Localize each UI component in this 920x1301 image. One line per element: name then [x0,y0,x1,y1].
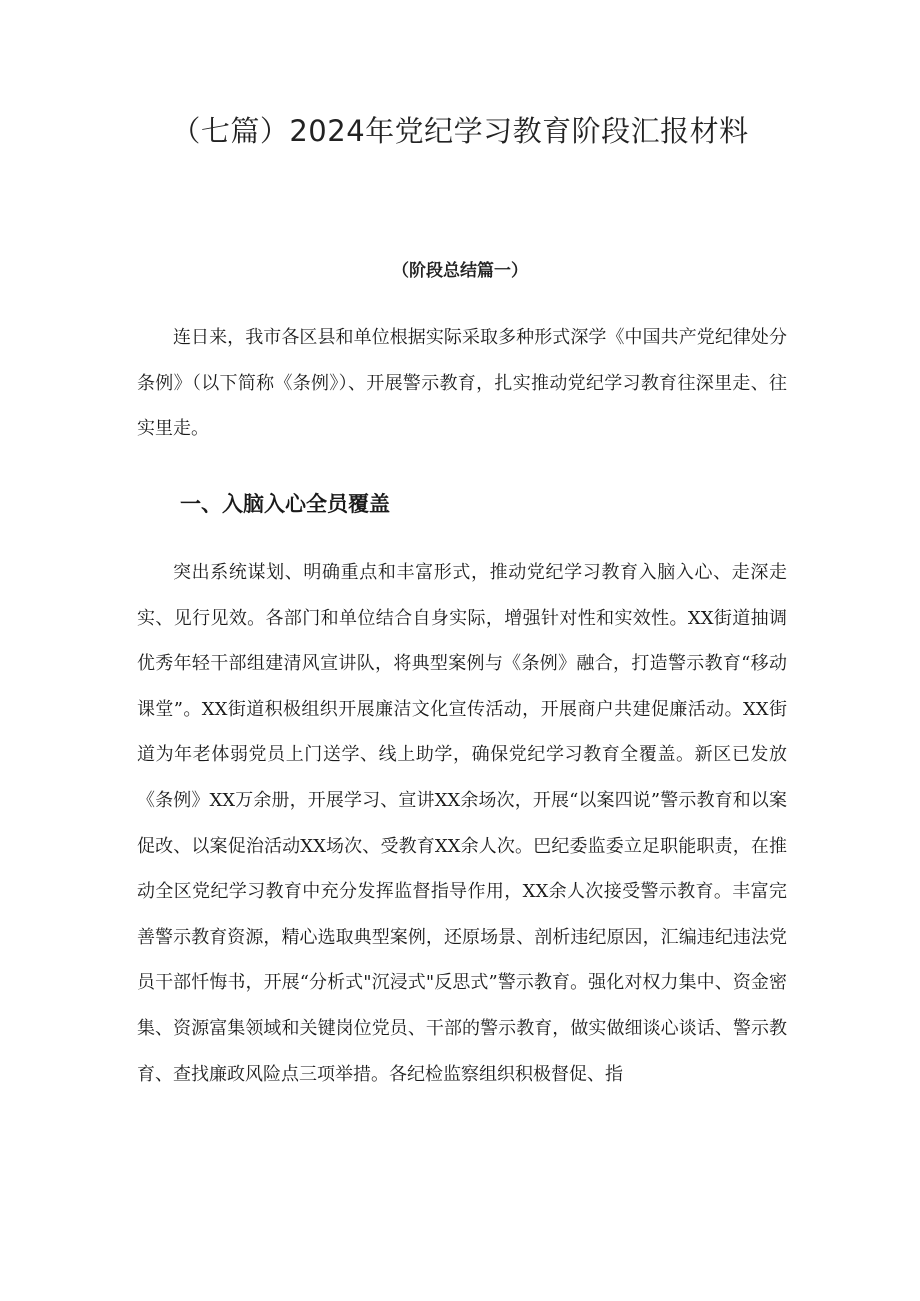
section-paragraph: 突出系统谋划、明确重点和丰富形式，推动党纪学习教育入脑入心、走深走实、见行见效。各部门和单位结合自身实际，增强针对性和实效性。XX街道抽调优秀年轻干部组建清风宣讲队，将典型案例与《条例》融合，打造警示教育“移动课堂”。XX街道积极组织开展廉洁文化宣传活动，开展商户共建促廉活动。XX街道为年老体弱党员上门送学、线上助学，确保党纪学习教育全覆盖。新区已发放《条例》XX万余册，开展学习、宣讲XX余场次，开展“以案四说”警示教育和以案促改、以案促治活动XX场次、受教育XX余人次。巴纪委监委立足职能职责，在推动全区党纪学习教育中充分发挥监督指导作用，XX余人次接受警示教育。丰富完善警示教育资源，精心选取典型案例，还原场景、剖析违纪原因，汇编违纪违法党员干部忏悔书，开展“分析式"沉浸式"反思式”警示教育。强化对权力集中、资金密集、资源富集领域和关键岗位党员、干部的警示教育，做实做细谈心谈话、警示教育、查找廉政风险点三项举措。各纪检监察组织积极督促、指 [137,562,787,1085]
document-title: （七篇）2024年党纪学习教育阶段汇报材料 [171,114,749,148]
document-subtitle: （阶段总结篇一） [392,261,528,281]
section-heading: 一、入脑入心全员覆盖 [180,492,390,516]
intro-paragraph: 连日来，我市各区县和单位根据实际采取多种形式深学《中国共产党纪律处分条例》（以下简称《条例》）、开展警示教育，扎实推动党纪学习教育往深里走、往实里走。 [137,327,787,440]
